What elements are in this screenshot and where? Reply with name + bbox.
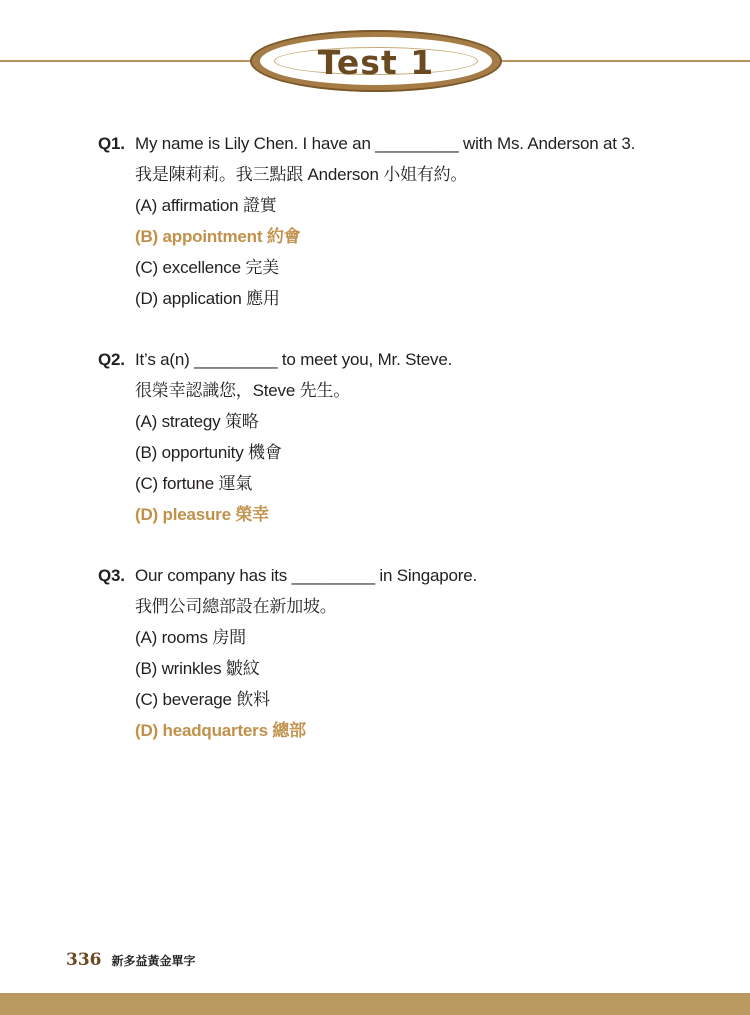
option-b: (B) opportunity 機會: [135, 443, 282, 462]
option-d-answer: (D) headquarters 總部: [135, 721, 306, 740]
page-number: 336: [66, 950, 102, 970]
option-a: (A) affirmation 證實: [135, 196, 277, 215]
title-badge: [250, 30, 502, 92]
question-text: It’s a(n) _________ to meet you, Mr. Steve.: [135, 350, 453, 369]
question-text: My name is Lily Chen. I have an _________ with Ms. Anderson at 3.: [135, 134, 636, 153]
question-number: Q1.: [98, 134, 125, 153]
option-b: (B) wrinkles 皺紋: [135, 659, 260, 678]
question-translation: 很榮幸認識您，Steve 先生。: [135, 381, 350, 400]
question-translation: 我是陳莉莉。我三點跟 Anderson 小姐有約。: [135, 165, 468, 184]
question-translation: 我們公司總部設在新加坡。: [135, 597, 337, 616]
question-2: [98, 344, 678, 530]
header-rule-left: [0, 60, 262, 62]
question-list: [98, 128, 678, 776]
option-d-answer: (D) pleasure 榮幸: [135, 505, 269, 524]
question-stem: [98, 344, 678, 375]
question-number: Q3.: [98, 566, 125, 585]
footer-bar: [0, 993, 750, 1015]
option-c: (C) fortune 運氣: [135, 474, 253, 493]
title-badge-inner: [260, 37, 492, 85]
question-number: Q2.: [98, 350, 125, 369]
question-1: [98, 128, 678, 314]
option-a: (A) rooms 房間: [135, 628, 246, 647]
question-3: [98, 560, 678, 746]
option-a: (A) strategy 策略: [135, 412, 259, 431]
option-c: (C) excellence 完美: [135, 258, 279, 277]
page-title: Test 1: [317, 43, 435, 82]
option-b-answer: (B) appointment 約會: [135, 227, 301, 246]
question-stem: [98, 560, 678, 591]
header-rule-right: [492, 60, 750, 62]
option-d: (D) application 應用: [135, 289, 280, 308]
question-text: Our company has its _________ in Singapore.: [135, 566, 478, 585]
book-title: 新多益黃金單字: [111, 954, 196, 968]
question-stem: [98, 128, 678, 159]
option-c: (C) beverage 飲料: [135, 690, 270, 709]
page-footer: [66, 950, 196, 970]
